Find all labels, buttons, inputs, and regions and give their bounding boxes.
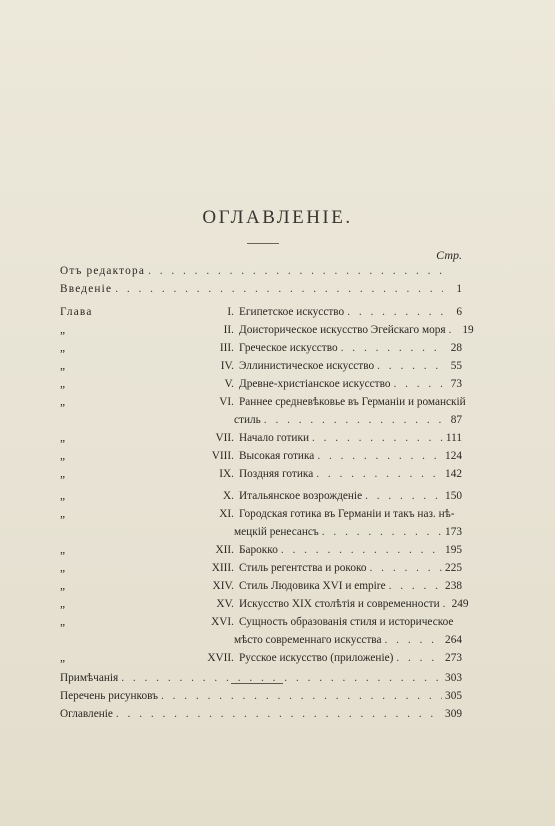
leader-dots xyxy=(341,341,443,355)
leader-dots xyxy=(396,651,442,665)
chapter-number: III. xyxy=(219,342,234,354)
leader-dots xyxy=(370,561,443,575)
toc-entry xyxy=(60,323,474,337)
chapter-number: IX. xyxy=(219,468,234,480)
leader-dots xyxy=(377,359,443,373)
leader-dots xyxy=(443,597,449,611)
page-number: 273 xyxy=(445,652,462,664)
page-number: 238 xyxy=(445,580,462,592)
ditto-mark: „ xyxy=(60,544,66,556)
chapter-number: VIII. xyxy=(211,450,234,462)
entry-title: Сущность образованія стиля и историческое xyxy=(239,616,454,628)
entry-title: мецкій ренесансъ xyxy=(234,526,319,538)
ditto-mark: „ xyxy=(60,450,66,462)
leader-dots xyxy=(115,282,443,296)
chapter-number: I. xyxy=(227,306,234,318)
leader-dots xyxy=(365,489,442,503)
page-number: 264 xyxy=(445,634,462,646)
ditto-mark: „ xyxy=(60,342,66,354)
leader-dots xyxy=(148,264,443,278)
chapter-number: II. xyxy=(223,324,234,336)
page-title: ОГЛАВЛЕНІЕ. xyxy=(202,207,353,228)
page-number: 55 xyxy=(450,360,462,372)
toc-entry xyxy=(60,341,462,355)
chapter-number: X. xyxy=(223,490,234,502)
ditto-mark: „ xyxy=(60,652,66,664)
leader-dots xyxy=(322,525,442,539)
page-number: 305 xyxy=(445,690,462,702)
chapter-number: XV. xyxy=(216,598,234,610)
ditto-mark: „ xyxy=(60,616,66,628)
entry-title: Египетское искусство xyxy=(239,306,345,318)
toc-entry xyxy=(60,561,462,575)
entry-title: Раннее средневѣковье въ Германіи и романскій xyxy=(239,396,466,408)
toc-entry xyxy=(60,489,462,503)
entry-title: Стиль регентства и рококо xyxy=(239,562,367,574)
toc-entry xyxy=(60,282,462,296)
ditto-mark: „ xyxy=(60,432,66,444)
toc-entry xyxy=(60,651,462,665)
entry-title: Поздняя готика xyxy=(239,468,314,480)
page-number: 124 xyxy=(445,450,462,462)
leader-dots xyxy=(116,707,442,721)
page-number: 19 xyxy=(462,324,474,336)
entry-title: Отъ редактора xyxy=(60,265,146,277)
toc-entry xyxy=(60,579,462,593)
entry-title: Перечень рисунковъ xyxy=(60,690,158,702)
page-number: 111 xyxy=(445,432,462,444)
entry-title: Искусство XIX столѣтія и современности xyxy=(239,598,440,610)
entry-title: мѣсто современнаго искусства xyxy=(234,634,382,646)
ditto-mark: „ xyxy=(60,508,66,520)
entry-title: Начало готики xyxy=(239,432,309,444)
leader-dots xyxy=(389,579,442,593)
leader-dots xyxy=(316,467,442,481)
leader-dots xyxy=(312,431,443,445)
entry-title: стиль xyxy=(234,414,261,426)
entry-title: Стиль Людовика XVI и empire xyxy=(239,580,386,592)
toc-entry xyxy=(60,413,462,427)
toc-entry xyxy=(60,597,469,611)
entry-title: Русское искусство (приложеніе) xyxy=(239,652,394,664)
ditto-mark: „ xyxy=(60,468,66,480)
entry-title: Доисторическое искусство Эгейскаго моря xyxy=(239,324,446,336)
page-number: 225 xyxy=(445,562,462,574)
ditto-mark: „ xyxy=(60,324,66,336)
entry-title: Древне-христіанское искусство xyxy=(239,378,391,390)
page-number: 150 xyxy=(445,490,462,502)
page-column-label: Стр. xyxy=(436,248,462,262)
toc-entry xyxy=(60,431,462,445)
ditto-mark: „ xyxy=(60,360,66,372)
leader-dots xyxy=(393,377,443,391)
entry-title: Городская готика въ Германіи и такъ наз. нѣ- xyxy=(239,508,455,520)
toc-entry xyxy=(60,395,466,409)
entry-title: Греческое искусство xyxy=(239,342,338,354)
toc-entry xyxy=(60,359,462,373)
toc-entry xyxy=(60,264,462,278)
toc-entry xyxy=(60,543,462,557)
ditto-mark: „ xyxy=(60,562,66,574)
chapter-number: VI. xyxy=(219,396,234,408)
chapter-number: XIV. xyxy=(212,580,234,592)
toc-entry xyxy=(60,305,462,319)
entry-title: Высокая готика xyxy=(239,450,315,462)
page-number: 1 xyxy=(456,283,462,295)
chapter-word: Глава xyxy=(60,306,93,318)
page-number: 249 xyxy=(451,598,469,610)
entry-title: Введеніе xyxy=(60,283,113,295)
entry-title: Барокко xyxy=(239,544,278,556)
page-number: 73 xyxy=(450,378,462,390)
toc-entry xyxy=(60,467,462,481)
chapter-number: IV. xyxy=(220,360,234,372)
toc-entry xyxy=(60,689,462,703)
entry-title: Итальянское возрожденіе xyxy=(239,490,363,502)
ditto-mark: „ xyxy=(60,378,66,390)
toc-entry xyxy=(60,507,462,521)
ditto-mark: „ xyxy=(60,490,66,502)
entry-title: Примѣчанія xyxy=(60,672,119,684)
ditto-mark: „ xyxy=(60,396,66,408)
chapter-number: V. xyxy=(224,378,234,390)
page-number: 173 xyxy=(445,526,462,538)
chapter-number: XIII. xyxy=(211,562,234,574)
chapter-number: XVII. xyxy=(207,652,234,664)
page-number: 6 xyxy=(456,306,462,318)
leader-dots xyxy=(281,543,442,557)
toc-entry xyxy=(60,615,462,629)
page-number: 28 xyxy=(450,342,462,354)
chapter-number: XII. xyxy=(215,544,234,556)
entry-title: Эллинистическое искусство xyxy=(239,360,375,372)
ditto-mark: „ xyxy=(60,598,66,610)
leader-dots xyxy=(385,633,443,647)
leader-dots xyxy=(161,689,442,703)
page-number: 142 xyxy=(445,468,462,480)
toc-entry xyxy=(60,377,462,391)
bottom-divider xyxy=(231,683,283,684)
chapter-number: VII. xyxy=(215,432,234,444)
chapter-number: XI. xyxy=(219,508,234,520)
toc-entry xyxy=(60,707,462,721)
entry-title: Оглавленіе xyxy=(60,708,113,720)
page-number: 195 xyxy=(445,544,462,556)
toc-entry xyxy=(60,525,462,539)
page-number: 303 xyxy=(445,672,462,684)
toc-entry xyxy=(60,633,462,647)
leader-dots xyxy=(317,449,442,463)
leader-dots xyxy=(347,305,443,319)
leader-dots xyxy=(264,413,443,427)
page-number: 87 xyxy=(450,414,462,426)
toc-entry xyxy=(60,449,462,463)
ditto-mark: „ xyxy=(60,580,66,592)
page-number: 309 xyxy=(445,708,462,720)
leader-dots xyxy=(449,323,455,337)
chapter-number: XVI. xyxy=(211,616,234,628)
